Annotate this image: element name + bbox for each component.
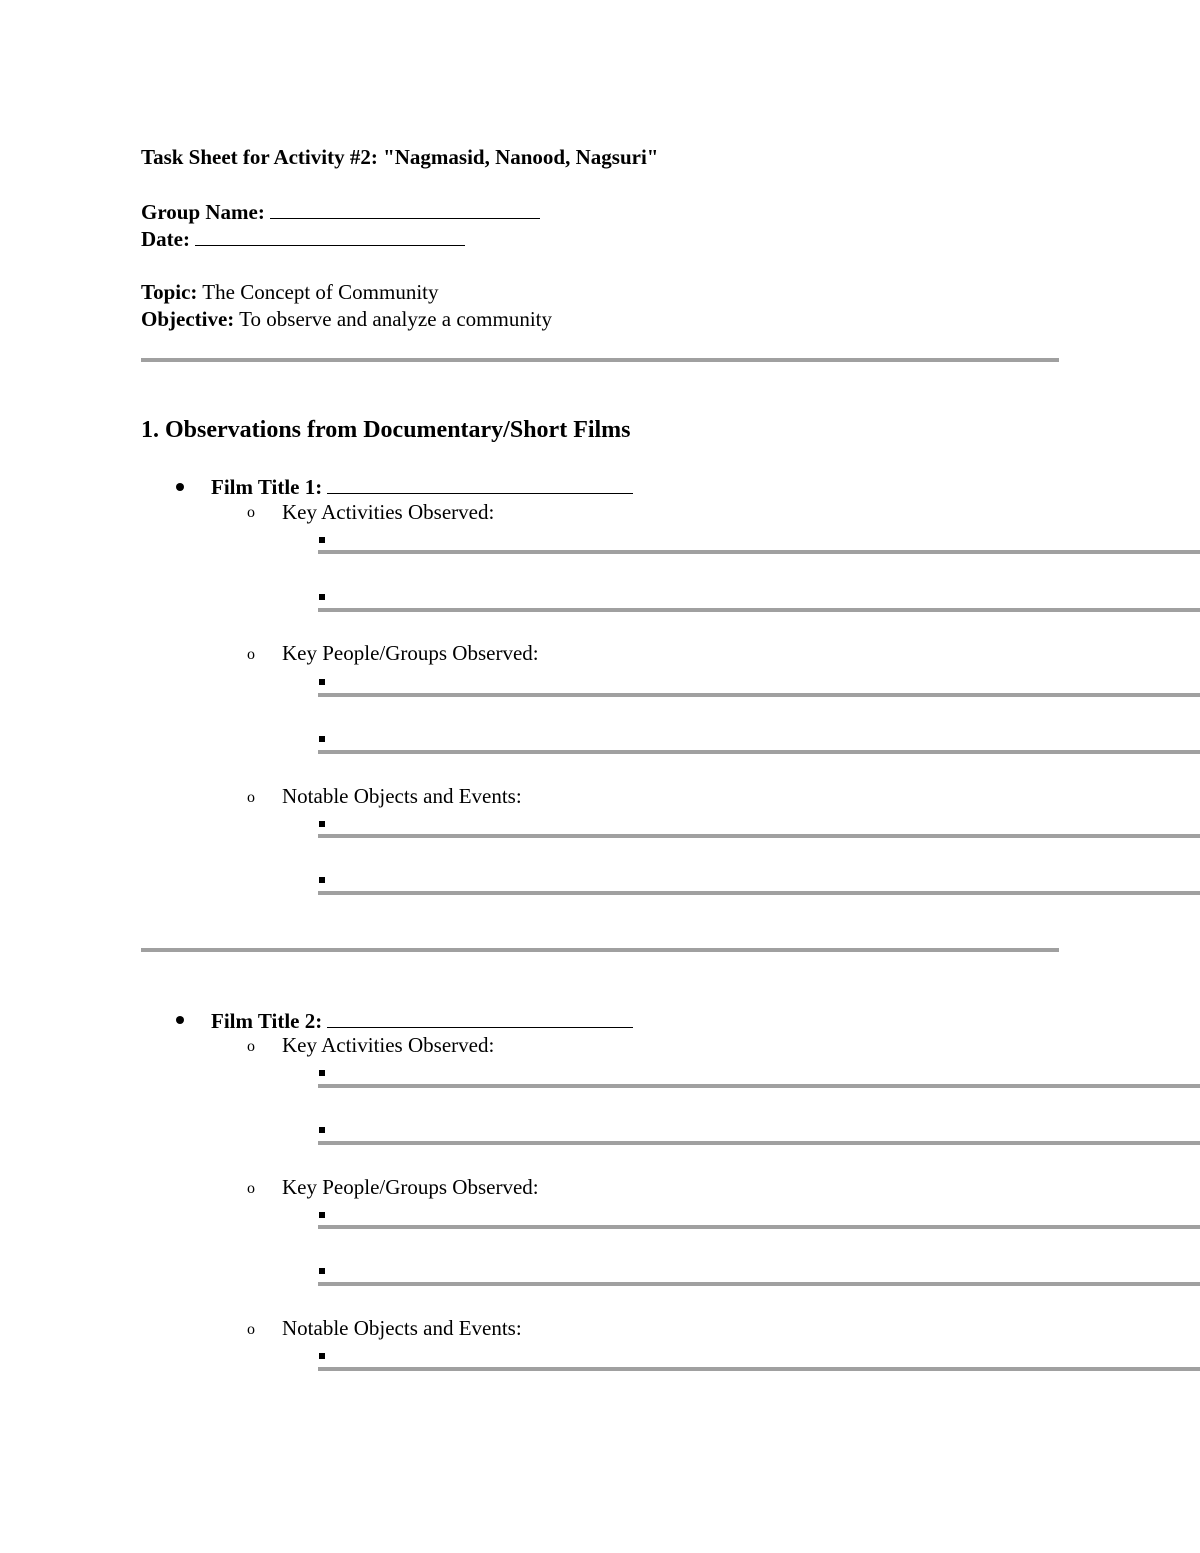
square-bullet-icon <box>319 821 325 827</box>
date-row <box>141 225 465 251</box>
sub-bullet-icon: o <box>247 1038 255 1055</box>
film2-activity-answer-line-1[interactable] <box>318 1084 1200 1088</box>
date-label: Date: <box>141 227 190 251</box>
film-title-2-row <box>211 1007 633 1033</box>
square-bullet-icon <box>319 679 325 685</box>
bullet-icon <box>176 1016 184 1024</box>
square-bullet-icon <box>319 537 325 543</box>
film2-notable-label: Notable Objects and Events: <box>282 1316 522 1340</box>
film2-people-answer-line-1[interactable] <box>318 1225 1200 1229</box>
film-title-1-row <box>211 473 633 499</box>
square-bullet-icon <box>319 1212 325 1218</box>
film1-notable-label: Notable Objects and Events: <box>282 784 522 808</box>
film-title-2-field[interactable] <box>327 1007 633 1028</box>
sub-bullet-icon: o <box>247 646 255 663</box>
square-bullet-icon <box>319 1070 325 1076</box>
page-title: Task Sheet for Activity #2: "Nagmasid, Nanood, Nagsuri" <box>141 145 659 169</box>
film-title-2-label: Film Title 2: <box>211 1009 323 1033</box>
topic-label: Topic: <box>141 280 198 304</box>
sub-bullet-icon: o <box>247 1180 255 1197</box>
film2-people-answer-line-2[interactable] <box>318 1282 1200 1286</box>
date-field[interactable] <box>195 225 465 246</box>
objective-value: To observe and analyze a community <box>239 307 553 331</box>
group-name-row <box>141 198 540 224</box>
square-bullet-icon <box>319 1353 325 1359</box>
sub-bullet-icon: o <box>247 789 255 806</box>
film1-key-people-label: Key People/Groups Observed: <box>282 641 539 665</box>
square-bullet-icon <box>319 877 325 883</box>
group-name-field[interactable] <box>270 198 540 219</box>
film1-people-answer-line-2[interactable] <box>318 750 1200 754</box>
film1-notable-answer-line-1[interactable] <box>318 834 1200 838</box>
topic-row <box>141 280 439 304</box>
film1-notable-answer-line-2[interactable] <box>318 891 1200 895</box>
square-bullet-icon <box>319 736 325 742</box>
film1-activity-answer-line-1[interactable] <box>318 550 1200 554</box>
film2-key-people-label: Key People/Groups Observed: <box>282 1175 539 1199</box>
objective-label: Objective: <box>141 307 235 331</box>
sub-bullet-icon: o <box>247 1321 255 1338</box>
film-title-1-label: Film Title 1: <box>211 475 323 499</box>
film1-key-activities-label: Key Activities Observed: <box>282 500 495 524</box>
square-bullet-icon <box>319 594 325 600</box>
film1-activity-answer-line-2[interactable] <box>318 608 1200 612</box>
film1-people-answer-line-1[interactable] <box>318 693 1200 697</box>
square-bullet-icon <box>319 1127 325 1133</box>
square-bullet-icon <box>319 1268 325 1274</box>
topic-value: The Concept of Community <box>202 280 439 304</box>
film2-activity-answer-line-2[interactable] <box>318 1141 1200 1145</box>
sub-bullet-icon: o <box>247 504 255 521</box>
film2-notable-answer-line-1[interactable] <box>318 1367 1200 1371</box>
group-name-label: Group Name: <box>141 200 265 224</box>
bullet-icon <box>176 483 184 491</box>
objective-row <box>141 307 552 331</box>
section-heading: 1. Observations from Documentary/Short Films <box>141 417 631 443</box>
horizontal-rule <box>141 358 1059 362</box>
horizontal-rule <box>141 948 1059 952</box>
film-title-1-field[interactable] <box>327 473 633 494</box>
film2-key-activities-label: Key Activities Observed: <box>282 1033 495 1057</box>
